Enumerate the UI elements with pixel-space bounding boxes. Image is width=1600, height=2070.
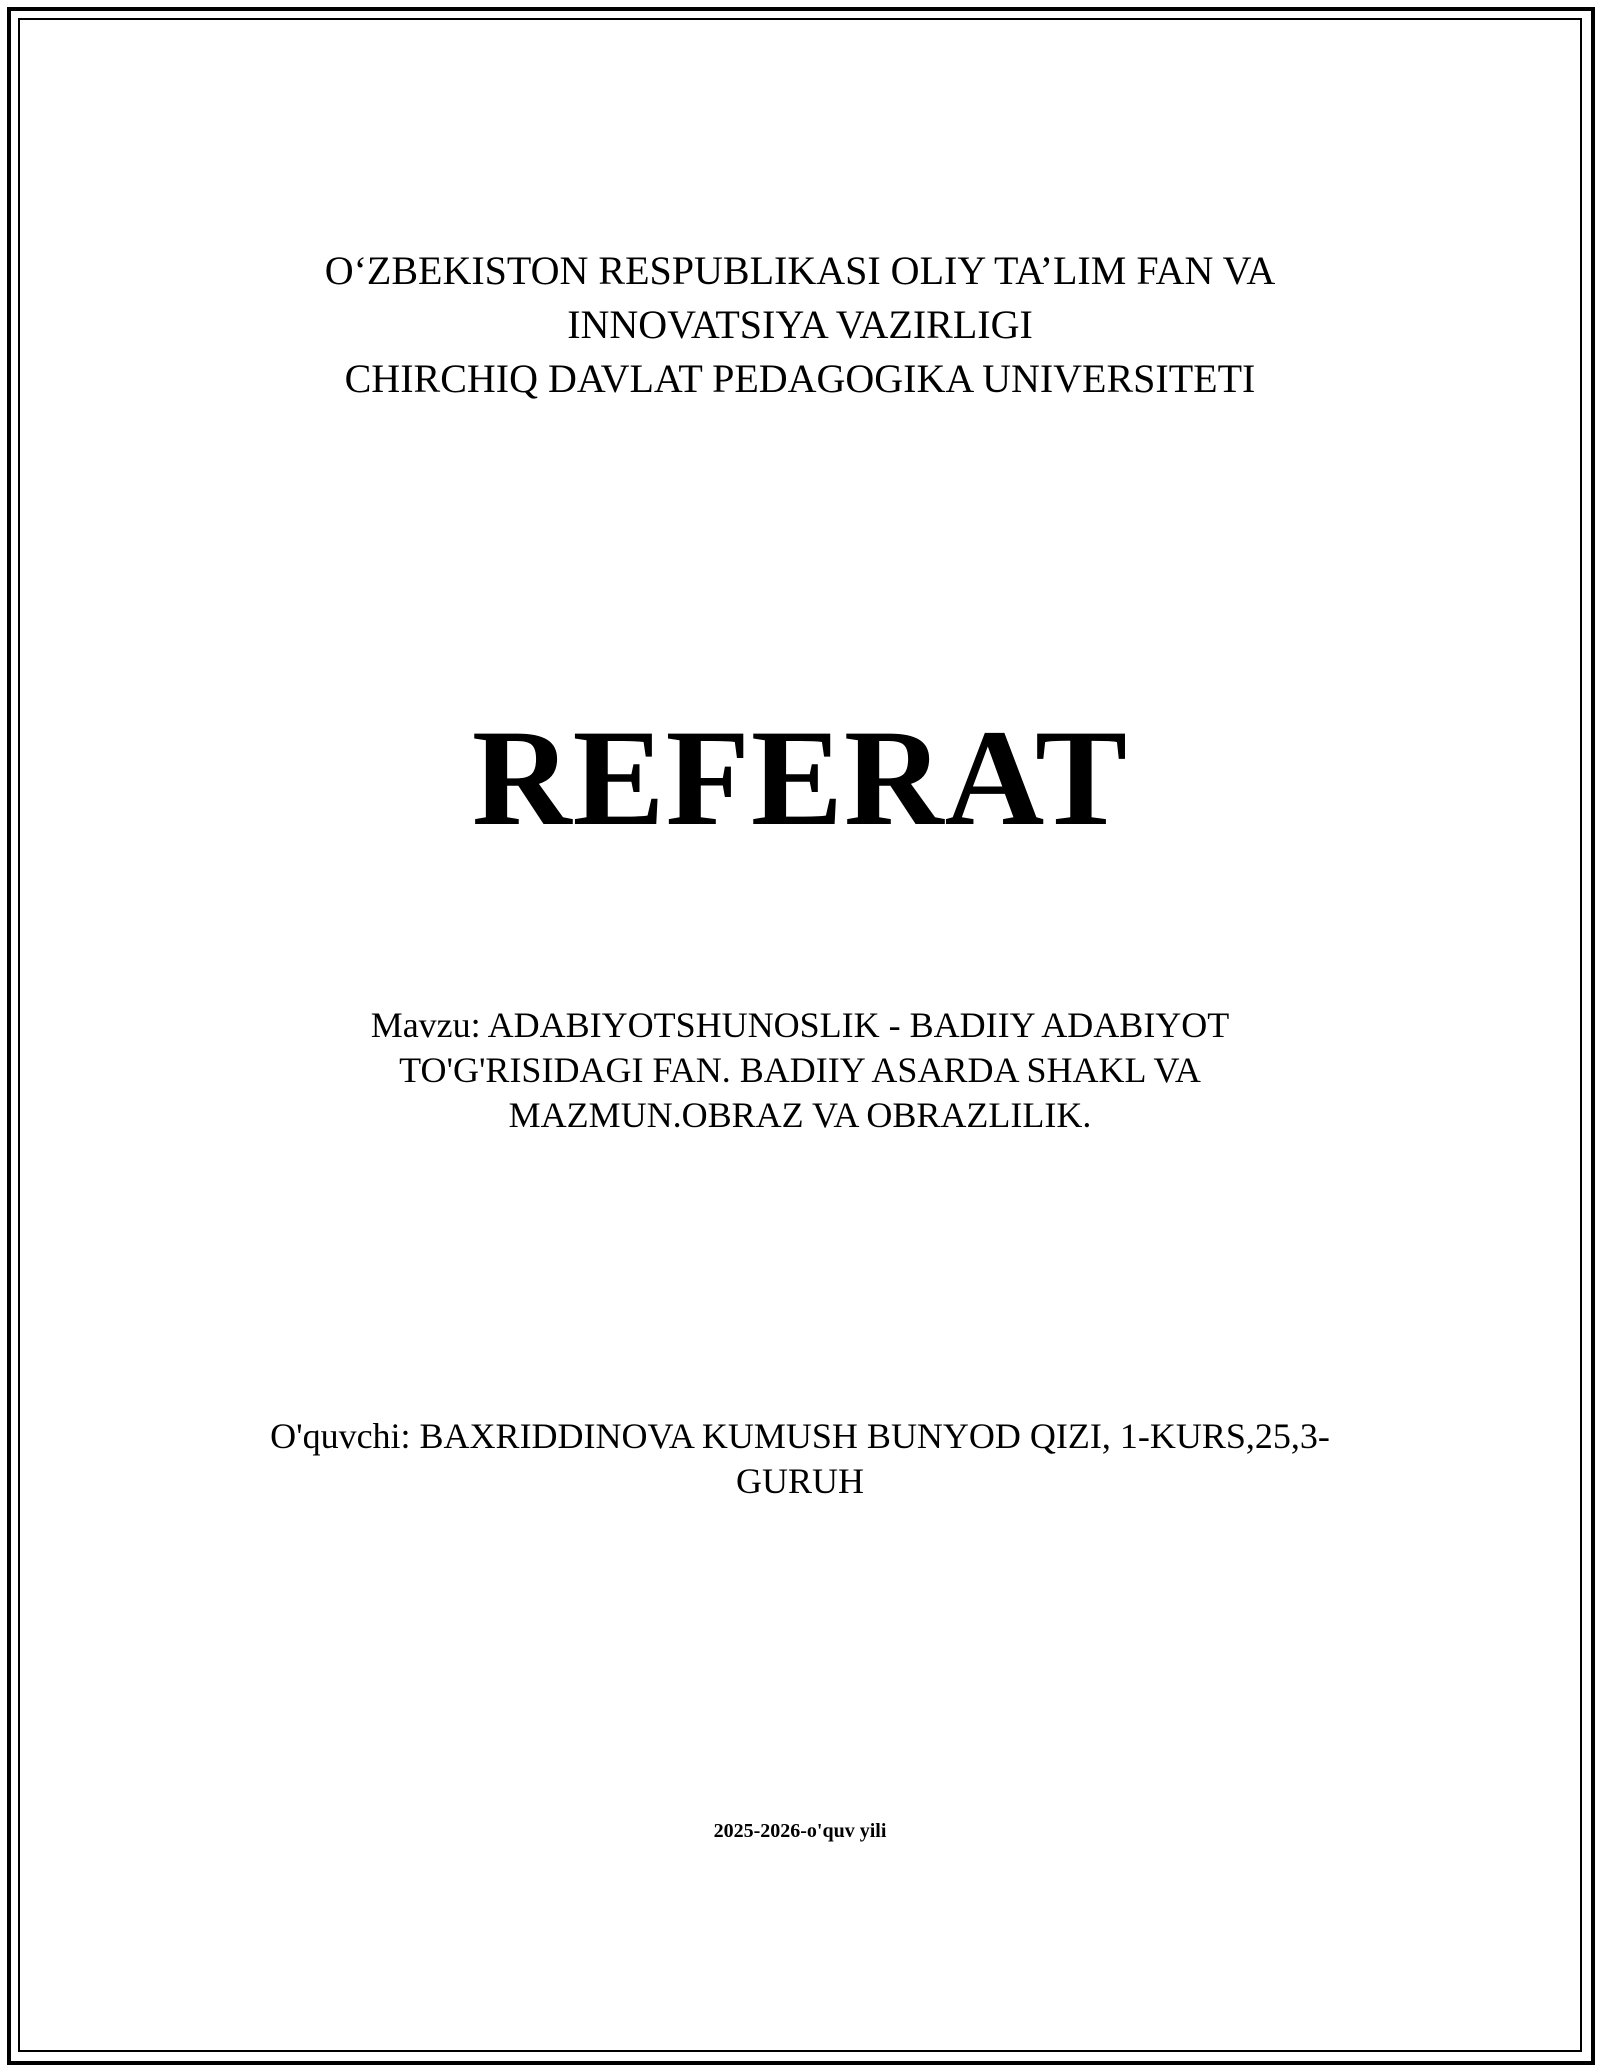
topic-line-3: MAZMUN.OBRAZ VA OBRAZLILIK. [508, 1095, 1092, 1135]
student-line-2: GURUH [735, 1461, 864, 1501]
topic-block [0, 1003, 1600, 1138]
ministry-line-2: INNOVATSIYA VAZIRLIGI [567, 302, 1033, 347]
student-block [0, 1414, 1600, 1504]
university-name: CHIRCHIQ DAVLAT PEDAGOGIKA UNIVERSITETI [344, 356, 1256, 401]
document-title: REFERAT [471, 701, 1129, 854]
topic-line-2: TO'G'RISIDAGI FAN. BADIIY ASARDA SHAKL VA [399, 1050, 1201, 1090]
student-line-1: O'quvchi: BAXRIDDINOVA KUMUSH BUNYOD QIZI, 1-KURS,25,3- [270, 1416, 1330, 1456]
topic-line-1: Mavzu: ADABIYOTSHUNOSLIK - BADIIY ADABIYOT [370, 1005, 1230, 1045]
ministry-header [0, 244, 1600, 406]
ministry-line-1: O‘ZBEKISTON RESPUBLIKASI OLIY TA’LIM FAN VA [324, 248, 1276, 293]
academic-year: 2025-2026-o'quv yili [713, 1820, 887, 1842]
